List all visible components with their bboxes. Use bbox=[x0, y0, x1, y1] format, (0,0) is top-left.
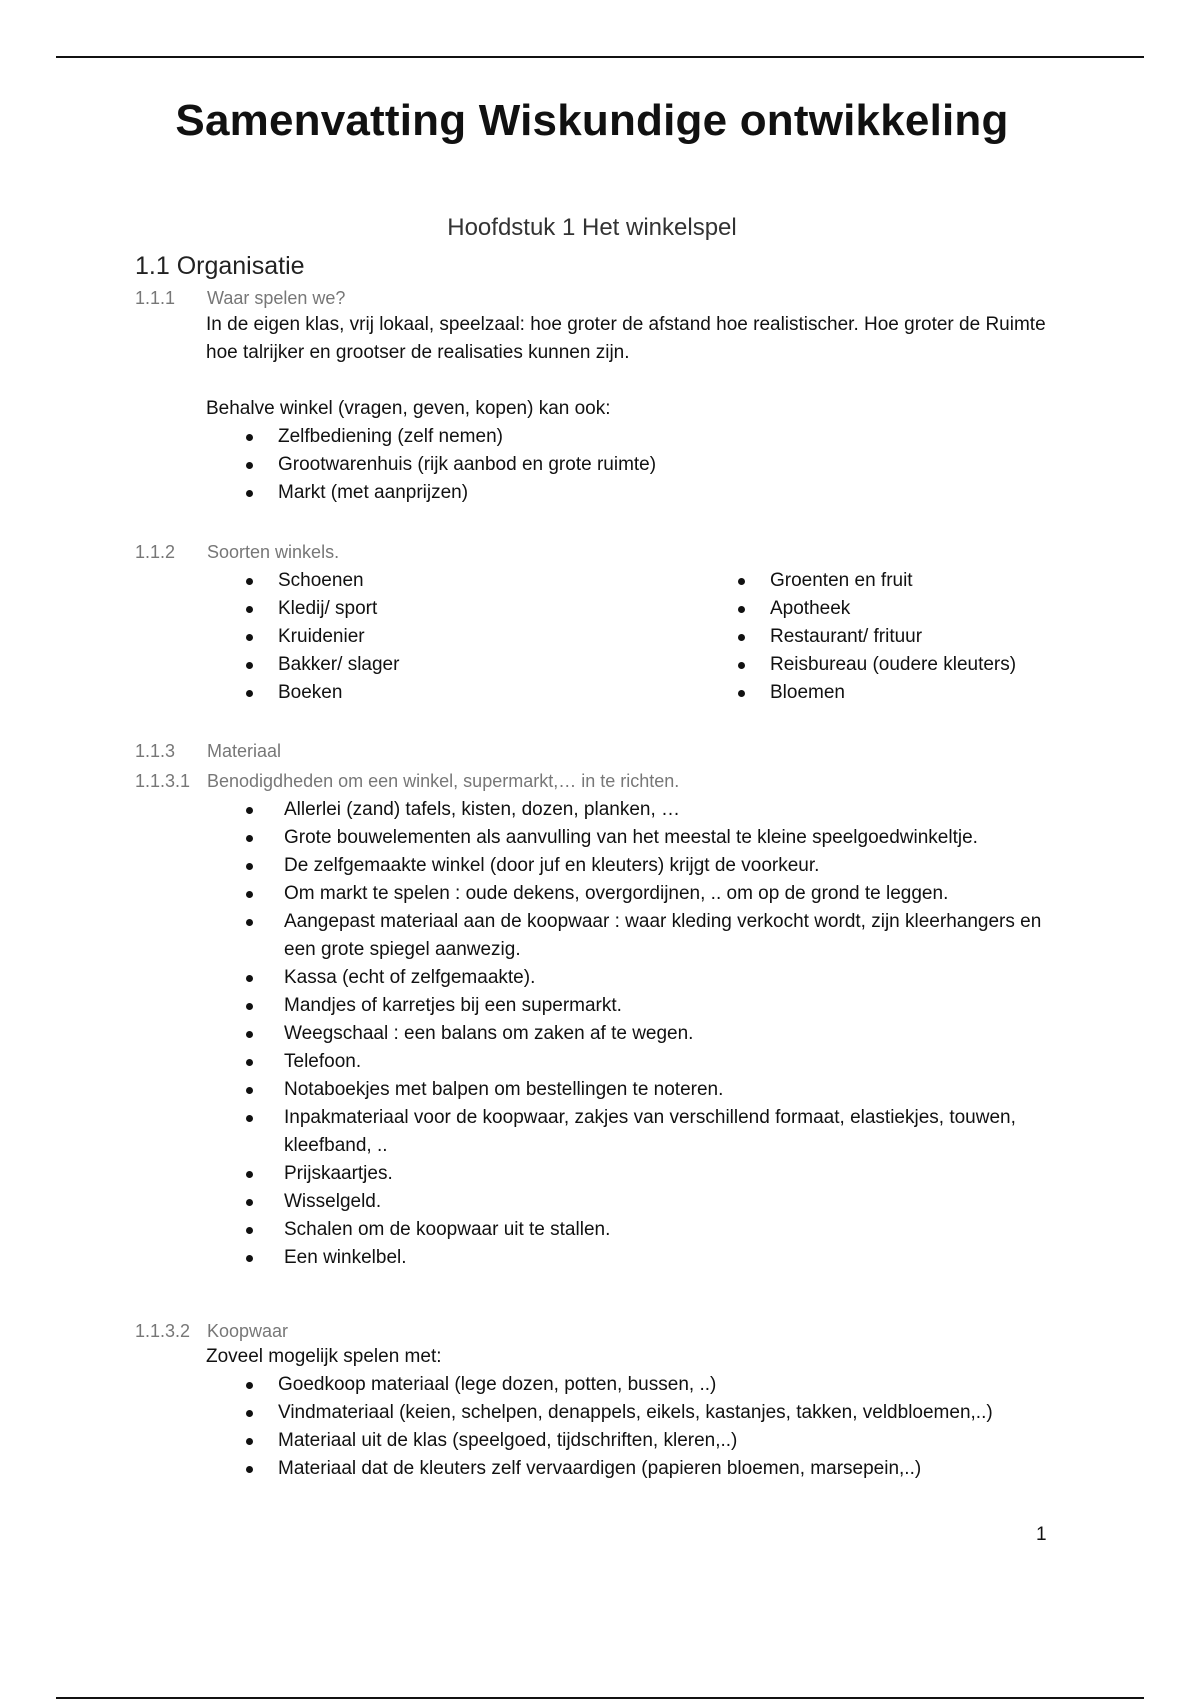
header-rule bbox=[56, 56, 1144, 58]
list-item: Telefoon. bbox=[246, 1048, 1066, 1076]
list-item: Materiaal uit de klas (speelgoed, tijdschriften, kleren,..) bbox=[246, 1427, 993, 1455]
list-item: Bakker/ slager bbox=[246, 651, 399, 679]
section-heading: 1.1 Organisatie bbox=[135, 252, 305, 280]
list-item: Kruidenier bbox=[246, 623, 399, 651]
subsection-title: Materiaal bbox=[207, 741, 282, 761]
subsection-heading-1-1-1 bbox=[135, 288, 345, 309]
list-item: Aangepast materiaal aan de koopwaar : waar kleding verkocht wordt, zijn kleerhangers en een grote spiegel aanwezig. bbox=[246, 908, 1066, 964]
paragraph-location: In de eigen klas, vrij lokaal, speelzaal: hoe groter de afstand hoe realistischer. Hoe groter de Ruimte hoe talrijker en grootser de realisaties kunnen zijn. bbox=[206, 314, 1046, 363]
paragraph-goods-intro: Zoveel mogelijk spelen met: bbox=[206, 1346, 442, 1367]
list-item: Vindmateriaal (keien, schelpen, denappels, eikels, kastanjes, takken, veldbloemen,..) bbox=[246, 1399, 993, 1427]
subsection-heading-1-1-3-1 bbox=[135, 771, 679, 792]
list-item: Een winkelbel. bbox=[246, 1244, 1066, 1272]
page-number: 1 bbox=[1036, 1524, 1047, 1545]
list-item: Markt (met aanprijzen) bbox=[246, 479, 656, 507]
subsection-number: 1.1.1 bbox=[135, 288, 176, 308]
equipment-list bbox=[246, 796, 1066, 1272]
list-item: Materiaal dat de kleuters zelf vervaardigen (papieren bloemen, marsepein,..) bbox=[246, 1455, 993, 1483]
list-item: Restaurant/ frituur bbox=[738, 623, 1016, 651]
list-item: Kledij/ sport bbox=[246, 595, 399, 623]
list-item: Bloemen bbox=[738, 679, 1016, 707]
list-item: Groenten en fruit bbox=[738, 567, 1016, 595]
alternatives-list bbox=[246, 423, 656, 507]
subsection-title: Waar spelen we? bbox=[207, 288, 346, 308]
paragraph-alternatives: Behalve winkel (vragen, geven, kopen) kan ook: bbox=[206, 398, 611, 419]
subsection-number: 1.1.2 bbox=[135, 542, 176, 562]
list-item: De zelfgemaakte winkel (door juf en kleuters) krijgt de voorkeur. bbox=[246, 852, 1066, 880]
list-item: Grote bouwelementen als aanvulling van het meestal te kleine speelgoedwinkeltje. bbox=[246, 824, 1066, 852]
list-item: Wisselgeld. bbox=[246, 1188, 1066, 1216]
list-item: Prijskaartjes. bbox=[246, 1160, 1066, 1188]
subsection-title: Soorten winkels. bbox=[207, 542, 340, 562]
list-item: Schalen om de koopwaar uit te stallen. bbox=[246, 1216, 1066, 1244]
list-item: Zelfbediening (zelf nemen) bbox=[246, 423, 656, 451]
list-item: Schoenen bbox=[246, 567, 399, 595]
footer-rule bbox=[56, 1697, 1144, 1699]
list-item: Apotheek bbox=[738, 595, 1016, 623]
list-item: Goedkoop materiaal (lege dozen, potten, bussen, ..) bbox=[246, 1371, 993, 1399]
list-item: Kassa (echt of zelfgemaakte). bbox=[246, 964, 1066, 992]
list-item: Boeken bbox=[246, 679, 399, 707]
subsection-number: 1.1.3 bbox=[135, 741, 176, 761]
subsection-title: Benodigdheden om een winkel, supermarkt,… in te richten. bbox=[207, 771, 680, 791]
list-item: Allerlei (zand) tafels, kisten, dozen, planken, … bbox=[246, 796, 1066, 824]
list-item: Reisbureau (oudere kleuters) bbox=[738, 651, 1016, 679]
subsection-heading-1-1-2 bbox=[135, 542, 339, 563]
list-item: Notaboekjes met balpen om bestellingen te noteren. bbox=[246, 1076, 1066, 1104]
list-item: Grootwarenhuis (rijk aanbod en grote ruimte) bbox=[246, 451, 656, 479]
subsection-heading-1-1-3 bbox=[135, 741, 281, 762]
shop-types-list-left bbox=[246, 567, 399, 707]
chapter-heading: Hoofdstuk 1 Het winkelspel bbox=[447, 214, 737, 241]
goods-list bbox=[246, 1371, 993, 1483]
subsection-heading-1-1-3-2 bbox=[135, 1321, 288, 1342]
shop-types-list-right bbox=[738, 567, 1016, 707]
list-item: Weegschaal : een balans om zaken af te wegen. bbox=[246, 1020, 1066, 1048]
subsection-number: 1.1.3.1 bbox=[135, 771, 191, 791]
list-item: Inpakmateriaal voor de koopwaar, zakjes van verschillend formaat, elastiekjes, touwen, kleefband, .. bbox=[246, 1104, 1066, 1160]
document-title: Samenvatting Wiskundige ontwikkeling bbox=[175, 96, 1009, 145]
list-item: Om markt te spelen : oude dekens, overgordijnen, .. om op de grond te leggen. bbox=[246, 880, 1066, 908]
subsection-title: Koopwaar bbox=[207, 1321, 289, 1341]
subsection-number: 1.1.3.2 bbox=[135, 1321, 191, 1341]
list-item: Mandjes of karretjes bij een supermarkt. bbox=[246, 992, 1066, 1020]
